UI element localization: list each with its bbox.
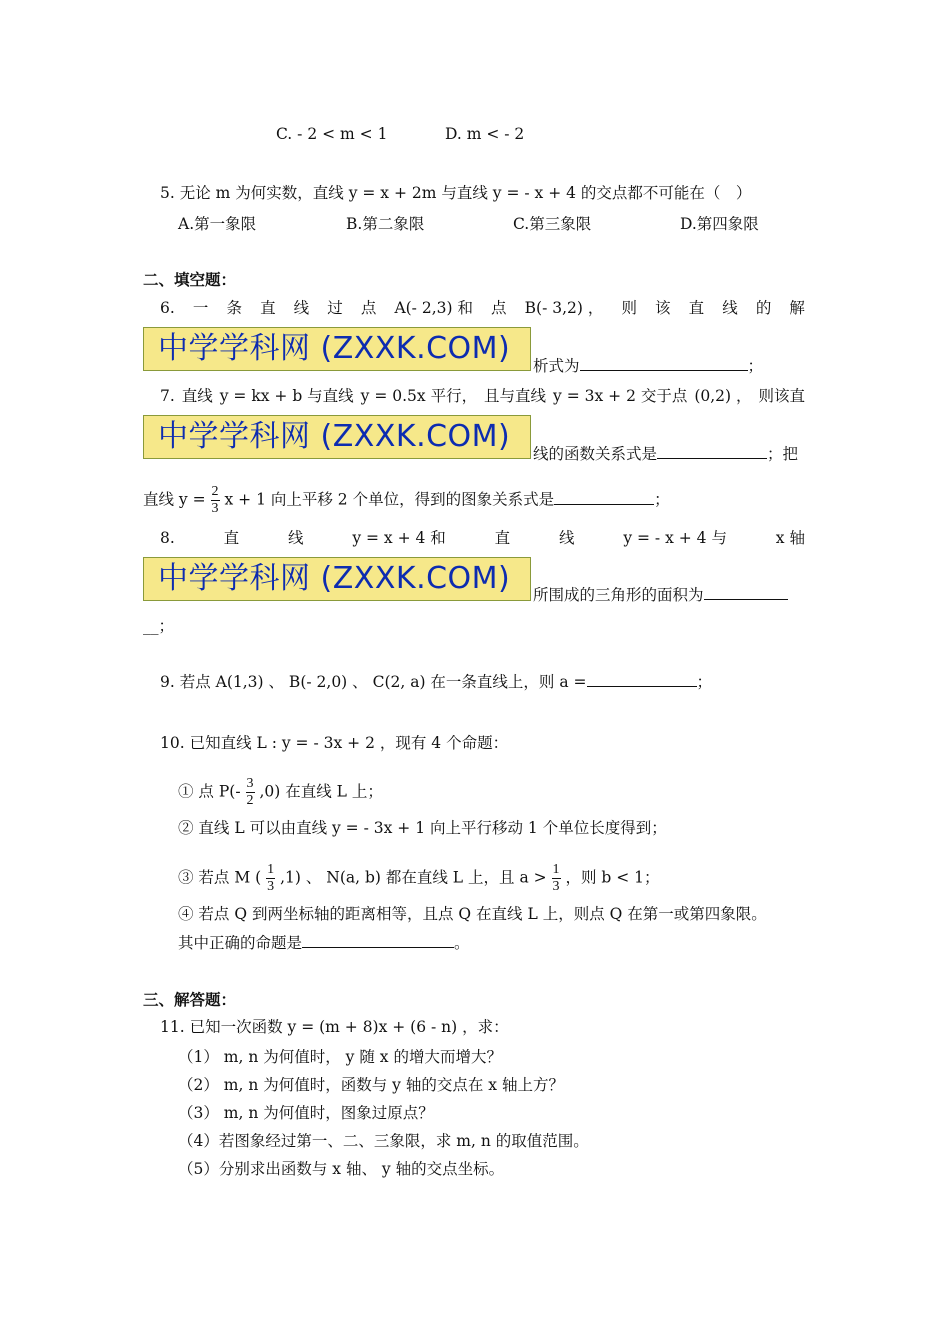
q6-token: 直 — [688, 299, 705, 317]
q5-option-b: B.第二象限 — [346, 215, 425, 233]
q8-line2-text: 所围成的三角形的面积为 — [533, 586, 704, 604]
q8-token: x 轴 — [775, 529, 805, 547]
q6-token: 线 — [722, 299, 738, 317]
fraction — [211, 484, 220, 517]
q7-token: 7. — [160, 387, 175, 405]
fraction-denominator: 3 — [211, 501, 219, 516]
fraction-denominator: 2 — [246, 793, 254, 808]
period: 。 — [454, 934, 470, 952]
q11-stem: 11. 已知一次函数 y = (m + 8)x + (6 - n) ，求： — [160, 1018, 509, 1036]
fraction — [246, 776, 255, 809]
q8-token: 8. — [160, 529, 175, 547]
q6-token: B(- 3,2) ， — [524, 299, 604, 317]
q5-stem: 5. 无论 m 为何实数，直线 y = x + 2m 与直线 y = - x + 4 的交点都不可能在（ ） — [160, 184, 752, 202]
q7-token: y = kx + b 与直线 — [219, 387, 354, 405]
q11-part-1: （1） m, n 为何值时， y 随 x 的增大而增大？ — [178, 1048, 502, 1066]
q10-proposition-1 — [178, 776, 383, 809]
q6-line2-text: 析式为 — [533, 357, 580, 375]
q7-line3-pre: 直线 y = — [143, 490, 206, 509]
q5-option-a: A.第一象限 — [178, 215, 257, 233]
answer-blank[interactable] — [554, 490, 654, 505]
q10-proposition-4: ④ 若点 Q 到两坐标轴的距离相等，且点 Q 在直线 L 上，则点 Q 在第一或第四象限。 — [178, 905, 767, 923]
section-title-solve: 三、解答题： — [143, 990, 237, 1009]
q11-part-2: （2） m, n 为何值时，函数与 y 轴的交点在 x 轴上方？ — [178, 1076, 564, 1094]
q6-line2 — [533, 356, 763, 376]
q5-option-c: C.第三象限 — [513, 215, 592, 233]
q8-token: 线 — [558, 529, 575, 547]
q7-line3-post: x + 1 向上平移 2 个单位，得到的图象关系式是 — [224, 490, 555, 509]
fraction-numerator: 1 — [552, 862, 560, 877]
q8-token: 线 — [287, 529, 304, 547]
q6-token: 解 — [789, 299, 805, 317]
watermark-logo: 中学学科网 (ZXXK.COM) — [143, 327, 531, 371]
q7-token: 则该直 — [758, 387, 805, 405]
q4-option-d: D. m < - 2 — [445, 125, 525, 143]
fraction-numerator: 1 — [267, 862, 275, 877]
section-title-fill-in: 二、填空题： — [143, 270, 237, 289]
q6-token: 条 — [226, 299, 242, 317]
q6-token: A(- 2,3) 和 — [394, 299, 473, 317]
answer-blank[interactable] — [657, 444, 767, 459]
q10-p1-pre: ① 点 P(- — [178, 782, 241, 801]
fraction-numerator: 2 — [211, 484, 219, 499]
q7-line2 — [533, 444, 798, 464]
q9 — [160, 672, 712, 692]
q7-token: (0,2) ， — [694, 387, 752, 405]
q8-line3: __； — [143, 617, 175, 635]
fraction-numerator: 3 — [246, 776, 254, 791]
q10-p3-mid: ,1) 、 N(a, b) 都在直线 L 上，且 a > — [280, 868, 547, 887]
q8-line2 — [533, 585, 788, 605]
q7-line3 — [143, 484, 670, 517]
q4-option-c: C. - 2 < m < 1 — [276, 125, 388, 143]
q7-token: y = 0.5x 平行， — [360, 387, 478, 405]
q10-answer-line — [178, 933, 470, 953]
watermark-logo: 中学学科网 (ZXXK.COM) — [143, 415, 531, 459]
q10-proposition-3 — [178, 862, 660, 895]
q6-token: 6. — [160, 299, 175, 317]
q9-text: 9. 若点 A(1,3) 、 B(- 2,0) 、 C(2, a) 在一条直线上，则 a = — [160, 673, 587, 691]
q11-part-5: （5）分别求出函数与 x 轴、 y 轴的交点坐标。 — [178, 1160, 505, 1178]
answer-blank[interactable] — [587, 672, 697, 687]
fraction — [552, 862, 561, 895]
q6-token: 过 — [327, 299, 343, 317]
q10-p3-post: ，则 b < 1； — [565, 868, 660, 887]
q10-proposition-2: ② 直线 L 可以由直线 y = - 3x + 1 向上平行移动 1 个单位长度得到； — [178, 819, 667, 837]
answer-blank[interactable] — [302, 933, 454, 948]
q6-line1 — [160, 298, 805, 318]
q7-token: y = 3x + 2 交于点 — [553, 387, 688, 405]
q10-p1-post: ,0) 在直线 L 上； — [259, 782, 383, 801]
fraction — [266, 862, 275, 895]
q8-token: y = x + 4 和 — [352, 529, 446, 547]
watermark-logo: 中学学科网 (ZXXK.COM) — [143, 557, 531, 601]
q6-token: 线 — [293, 299, 310, 317]
q6-token: 该 — [655, 299, 671, 317]
q6-token: 点 — [360, 299, 377, 317]
q7-token: 直线 — [181, 387, 213, 405]
q8-line1 — [160, 528, 805, 548]
semicolon: ； — [696, 673, 713, 691]
q7-line1 — [160, 386, 805, 406]
q10-p3-pre: ③ 若点 M ( — [178, 868, 262, 887]
q11-part-3: （3） m, n 为何值时，图象过原点？ — [178, 1104, 434, 1122]
q6-token: 的 — [755, 299, 772, 317]
q6-token: 则 — [621, 299, 637, 317]
semicolon: ； — [747, 357, 764, 375]
q10-stem: 10. 已知直线 L : y = - 3x + 2 ，现有 4 个命题： — [160, 734, 509, 752]
fraction-denominator: 3 — [552, 879, 560, 894]
q6-token: 一 — [192, 299, 209, 317]
fraction-denominator: 3 — [267, 879, 275, 894]
q7-token: 且与直线 — [484, 387, 547, 405]
answer-blank[interactable] — [580, 356, 748, 371]
q11-part-4: （4）若图象经过第一、二、三象限，求 m, n 的取值范围。 — [178, 1132, 589, 1150]
semicolon: ； — [654, 490, 670, 509]
q8-token: 直 — [223, 529, 240, 547]
q6-token: 点 — [491, 299, 507, 317]
q7-line2-end: ；把 — [767, 445, 799, 463]
q10-answer-text: 其中正确的命题是 — [178, 934, 303, 952]
q5-option-d: D.第四象限 — [680, 215, 759, 233]
q7-line2-text: 线的函数关系式是 — [533, 445, 658, 463]
q6-token: 直 — [260, 299, 276, 317]
answer-blank[interactable] — [704, 585, 788, 600]
q8-token: y = - x + 4 与 — [623, 529, 727, 547]
q8-token: 直 — [494, 529, 511, 547]
